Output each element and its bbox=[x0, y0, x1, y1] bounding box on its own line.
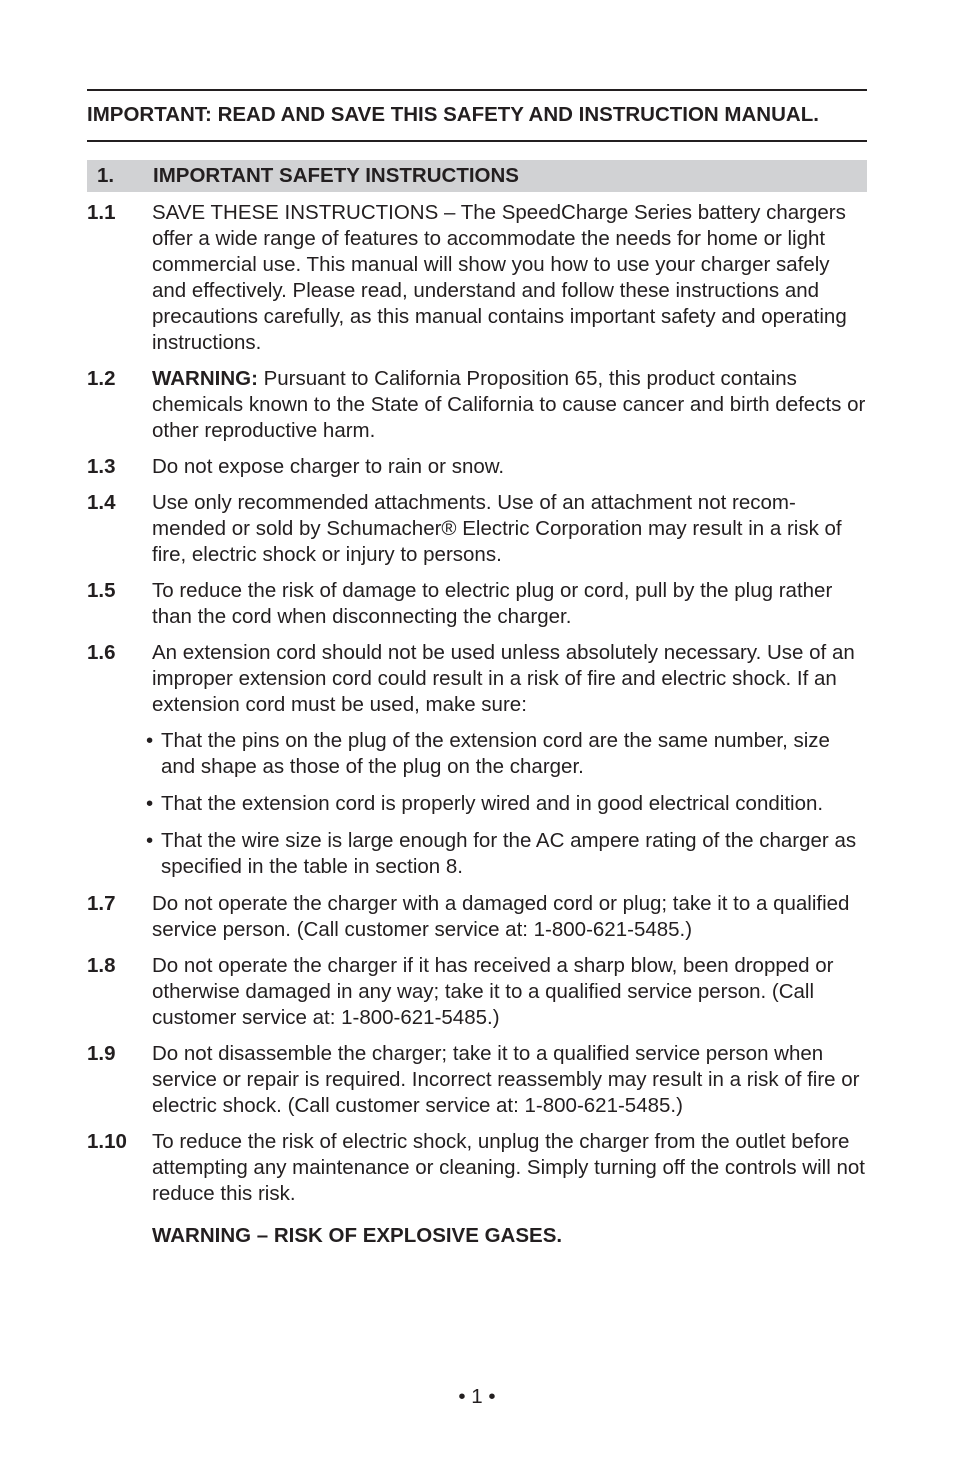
list-item bbox=[87, 1129, 867, 1207]
item-text: Do not disassemble the charger; take it to a qualified service person when service or repair is required. Incorrect reassembly may result in a risk of fire or electric shock. (Call customer service at: 1-800-621-5485.) bbox=[152, 1042, 860, 1117]
section-number: 1. bbox=[97, 164, 115, 187]
item-text: To reduce the risk of electric shock, unplug the charger from the outlet before attempting any maintenance or cleaning. Simply turning off the controls will not reduce this risk. bbox=[152, 1130, 865, 1205]
item-number: 1.9 bbox=[87, 1042, 116, 1065]
list-item bbox=[87, 953, 867, 1031]
list-item bbox=[87, 640, 867, 718]
bullet-text: That the pins on the plug of the extension cord are the same number, size and shape as those of the plug on the charger. bbox=[161, 729, 830, 778]
section-header bbox=[87, 160, 867, 192]
item-number: 1.1 bbox=[87, 201, 116, 224]
item-number: 1.2 bbox=[87, 367, 116, 390]
item-number: 1.8 bbox=[87, 954, 116, 977]
extension-cord-bullets bbox=[145, 728, 867, 880]
bullet-mark: • bbox=[146, 829, 154, 852]
item-text: To reduce the risk of damage to electric plug or cord, pull by the plug rather than the cord when disconnecting the charger. bbox=[152, 579, 833, 628]
warning-lead: WARNING: bbox=[152, 367, 258, 390]
bullet-mark: • bbox=[146, 792, 154, 815]
item-text: An extension cord should not be used unless absolutely necessary. Use of an improper extension cord could result in a risk of fire and electric shock. If an extension cord must be used, make sure: bbox=[152, 641, 855, 716]
list-item bbox=[87, 578, 867, 630]
item-text: Use only recommended attachments. Use of an attachment not recom-mended or sold by Schumacher® Electric Corporation may result in a risk of fire, electric shock or injury to persons. bbox=[152, 491, 842, 566]
item-body: Pursuant to California Proposition 65, this product contains chemicals known to the State of California to cause cancer and birth defects or other reproductive harm. bbox=[152, 367, 866, 442]
bullet-text: That the extension cord is properly wired and in good electrical condition. bbox=[161, 792, 824, 815]
item-text: SAVE THESE INSTRUCTIONS – The SpeedCharge Series battery chargers offer a wide range of features to accommodate the needs for home or light commercial use. This manual will show you how to use your charger safely and effectively. Please read, understand and follow these instructions and precautions carefully, as this manual contains important safety and operating instructions. bbox=[152, 201, 847, 354]
list-item bbox=[87, 490, 867, 568]
list-item bbox=[87, 366, 867, 444]
list-item bbox=[87, 200, 867, 356]
important-notice: IMPORTANT: READ AND SAVE THIS SAFETY AND INSTRUCTION MANUAL. bbox=[87, 103, 819, 126]
item-text: Do not operate the charger if it has received a sharp blow, been dropped or otherwise damaged in any way; take it to a qualified service person. (Call customer service at: 1-800-621-5485.) bbox=[152, 954, 834, 1029]
item-number: 1.5 bbox=[87, 579, 116, 602]
item-number: 1.7 bbox=[87, 892, 116, 915]
page-number: • 1 • bbox=[458, 1385, 496, 1408]
item-text bbox=[152, 366, 867, 444]
list-item bbox=[87, 454, 867, 480]
bullet-text: That the wire size is large enough for the AC ampere rating of the charger as specified in the table in section 8. bbox=[161, 829, 857, 878]
top-rule bbox=[87, 89, 867, 91]
item-number: 1.6 bbox=[87, 641, 116, 664]
list-item bbox=[87, 891, 867, 943]
bottom-rule bbox=[87, 140, 867, 142]
item-number: 1.3 bbox=[87, 455, 116, 478]
item-text: Do not operate the charger with a damaged cord or plug; take it to a qualified service person. (Call customer service at: 1-800-621-5485.) bbox=[152, 892, 850, 941]
safety-instructions-list bbox=[87, 200, 867, 1249]
bullet-item bbox=[145, 791, 867, 817]
bullet-mark: • bbox=[146, 729, 154, 752]
list-item bbox=[87, 1041, 867, 1119]
explosive-gases-warning: WARNING – RISK OF EXPLOSIVE GASES. bbox=[152, 1224, 563, 1247]
bullet-item bbox=[145, 728, 867, 780]
bullet-item bbox=[145, 828, 867, 880]
item-text: Do not expose charger to rain or snow. bbox=[152, 455, 505, 478]
item-number: 1.10 bbox=[87, 1130, 127, 1153]
item-number: 1.4 bbox=[87, 491, 116, 514]
section-title: IMPORTANT SAFETY INSTRUCTIONS bbox=[153, 164, 519, 187]
